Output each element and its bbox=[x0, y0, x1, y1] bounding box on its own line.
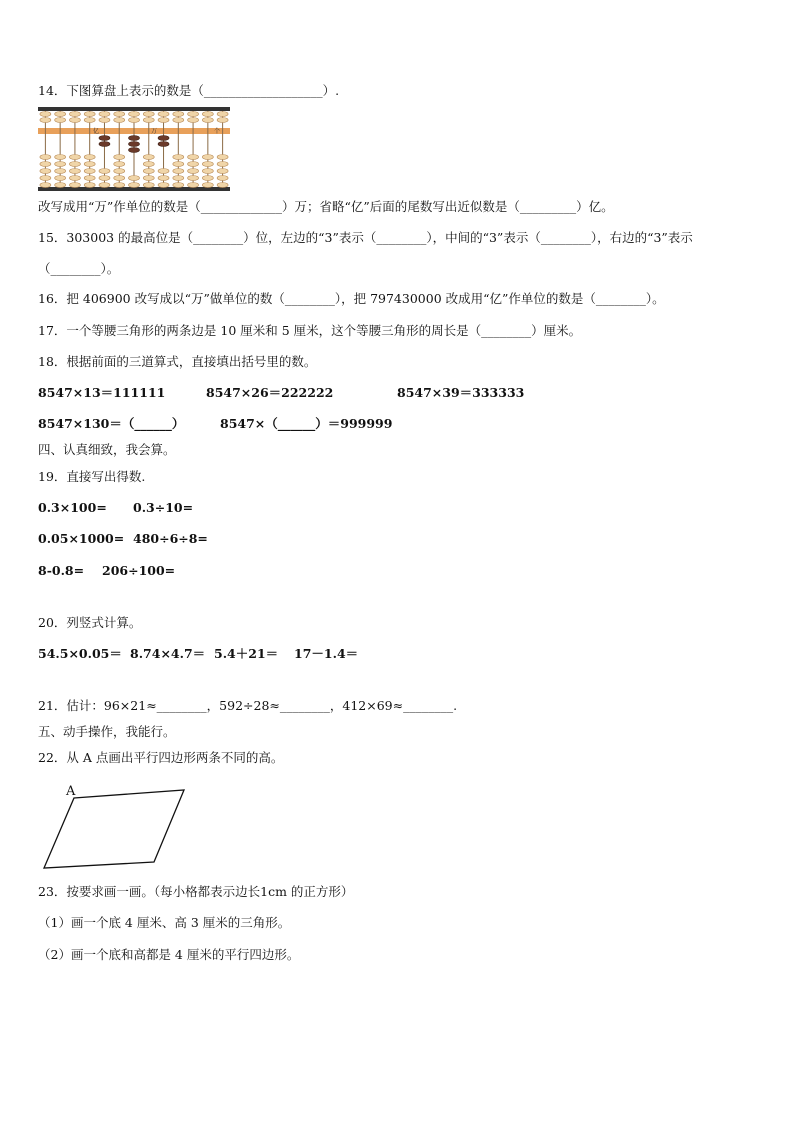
abacus-lower-bead bbox=[129, 176, 140, 181]
abacus-lower-bead bbox=[217, 162, 228, 167]
abacus-lower-bead bbox=[114, 162, 125, 167]
q19-text: 19．直接写出得数. bbox=[38, 469, 146, 484]
abacus-lower-bead bbox=[129, 142, 140, 147]
abacus-lower-bead bbox=[143, 162, 154, 167]
q18-eq3: 8547×39＝333333 bbox=[397, 385, 525, 400]
abacus-upper-bead bbox=[202, 112, 213, 117]
abacus-lower-bead bbox=[99, 169, 110, 174]
abacus-lower-bead bbox=[188, 162, 199, 167]
abacus-lower-bead bbox=[188, 155, 199, 160]
abacus-upper-bead bbox=[188, 118, 199, 123]
abacus-label-ge: 个 bbox=[214, 128, 221, 135]
abacus-upper-bead bbox=[55, 112, 66, 117]
q14-line2: 改写成用“万”作单位的数是（_____________）万；省略“亿”后面的尾数写出近似数是（_________）亿。 bbox=[38, 199, 614, 214]
q20-text: 20．列竖式计算。 bbox=[38, 615, 142, 630]
q20-e2: 8.74×4.7＝ bbox=[130, 646, 206, 661]
abacus-lower-bead bbox=[84, 169, 95, 174]
q23-text: 23．按要求画一画。（每小格都表示边长1cm 的正方形） bbox=[38, 884, 354, 899]
abacus-lower-bead bbox=[217, 155, 228, 160]
abacus-lower-bead bbox=[84, 162, 95, 167]
q23-sub2: （2）画一个底和高都是 4 厘米的平行四边形。 bbox=[38, 947, 300, 962]
abacus-upper-bead bbox=[69, 118, 80, 123]
abacus-lower-bead bbox=[99, 176, 110, 181]
point-a-label: A bbox=[66, 784, 76, 799]
abacus-lower-bead bbox=[114, 169, 125, 174]
section-4-heading: 四、认真细致，我会算。 bbox=[38, 442, 176, 457]
abacus-lower-bead bbox=[84, 183, 95, 188]
abacus-lower-bead bbox=[69, 162, 80, 167]
abacus-lower-bead bbox=[202, 162, 213, 167]
abacus-upper-bead bbox=[114, 118, 125, 123]
abacus-lower-bead bbox=[217, 183, 228, 188]
abacus-lower-bead bbox=[173, 155, 184, 160]
abacus-upper-bead bbox=[188, 112, 199, 117]
abacus-upper-bead bbox=[173, 112, 184, 117]
abacus-lower-bead bbox=[129, 136, 140, 141]
abacus-lower-bead bbox=[69, 183, 80, 188]
abacus-lower-bead bbox=[40, 155, 51, 160]
abacus-lower-bead bbox=[114, 155, 125, 160]
abacus-lower-bead bbox=[143, 169, 154, 174]
abacus-lower-bead bbox=[202, 176, 213, 181]
q18-text: 18．根据前面的三道算式，直接填出括号里的数。 bbox=[38, 354, 317, 369]
abacus-lower-bead bbox=[173, 169, 184, 174]
abacus-lower-bead bbox=[217, 169, 228, 174]
q18-eq5: 8547×（______）＝999999 bbox=[220, 416, 393, 431]
abacus-lower-bead bbox=[143, 183, 154, 188]
q18-eq4: 8547×130＝（______） bbox=[38, 416, 185, 431]
q19-r3b: 206÷100= bbox=[102, 563, 176, 578]
abacus-upper-bead bbox=[129, 112, 140, 117]
abacus-lower-bead bbox=[55, 169, 66, 174]
abacus-lower-bead bbox=[158, 176, 169, 181]
abacus-lower-bead bbox=[84, 155, 95, 160]
q16-text: 16．把 406900 改写成以“万”做单位的数（________），把 797430000 改成用“亿”作单位的数是（________）。 bbox=[38, 291, 665, 306]
abacus-label-yi: 亿 bbox=[93, 128, 100, 135]
q18-eq1: 8547×13＝111111 bbox=[38, 385, 166, 400]
abacus-upper-bead bbox=[99, 118, 110, 123]
abacus-upper-bead bbox=[84, 112, 95, 117]
abacus-upper-bead bbox=[217, 118, 228, 123]
abacus-lower-bead bbox=[55, 183, 66, 188]
q23-sub1: （1）画一个底 4 厘米、高 3 厘米的三角形。 bbox=[38, 915, 291, 930]
abacus-lower-bead bbox=[217, 176, 228, 181]
abacus-upper-bead bbox=[173, 118, 184, 123]
abacus-lower-bead bbox=[173, 183, 184, 188]
abacus-lower-bead bbox=[129, 148, 140, 153]
q19-r1a: 0.3×100= bbox=[38, 500, 107, 515]
q22-text: 22．从 A 点画出平行四边形两条不同的高。 bbox=[38, 750, 284, 765]
q18-eq2: 8547×26＝222222 bbox=[206, 385, 334, 400]
q15-line1: 15．303003 的最高位是（________）位，左边的“3”表示（________），中间的“3”表示（________），右边的“3”表示 bbox=[38, 230, 693, 245]
section-5-heading: 五、动手操作，我能行。 bbox=[38, 724, 176, 739]
abacus-lower-bead bbox=[69, 176, 80, 181]
abacus-lower-bead bbox=[114, 176, 125, 181]
abacus-lower-bead bbox=[202, 155, 213, 160]
abacus-lower-bead bbox=[202, 169, 213, 174]
q19-r3a: 8-0.8= bbox=[38, 563, 85, 578]
q20-e3: 5.4＋21＝ bbox=[214, 646, 279, 661]
abacus-upper-bead bbox=[84, 118, 95, 123]
abacus-figure bbox=[38, 107, 230, 191]
abacus-upper-bead bbox=[99, 112, 110, 117]
abacus-label-wan: 万 bbox=[151, 128, 158, 135]
abacus-upper-bead bbox=[217, 112, 228, 117]
abacus-lower-bead bbox=[114, 183, 125, 188]
q19-r2a: 0.05×1000= bbox=[38, 531, 125, 546]
abacus-lower-bead bbox=[40, 162, 51, 167]
abacus-lower-bead bbox=[143, 155, 154, 160]
abacus-lower-bead bbox=[40, 176, 51, 181]
abacus-upper-bead bbox=[129, 118, 140, 123]
abacus-lower-bead bbox=[129, 183, 140, 188]
abacus-lower-bead bbox=[40, 169, 51, 174]
q20-e1: 54.5×0.05＝ bbox=[38, 646, 122, 661]
q19-r2b: 480÷6÷8= bbox=[133, 531, 208, 546]
abacus-lower-bead bbox=[99, 142, 110, 147]
q19-r1b: 0.3÷10= bbox=[133, 500, 194, 515]
abacus-upper-bead bbox=[69, 112, 80, 117]
abacus-lower-bead bbox=[55, 176, 66, 181]
abacus-lower-bead bbox=[202, 183, 213, 188]
abacus-lower-bead bbox=[188, 169, 199, 174]
abacus-lower-bead bbox=[188, 176, 199, 181]
abacus-upper-bead bbox=[202, 118, 213, 123]
abacus-upper-bead bbox=[143, 118, 154, 123]
abacus-lower-bead bbox=[158, 183, 169, 188]
abacus-lower-bead bbox=[99, 136, 110, 141]
abacus-lower-bead bbox=[158, 142, 169, 147]
abacus-lower-bead bbox=[69, 169, 80, 174]
abacus-upper-bead bbox=[55, 118, 66, 123]
abacus-lower-bead bbox=[143, 176, 154, 181]
abacus-upper-bead bbox=[114, 112, 125, 117]
q17-text: 17．一个等腰三角形的两条边是 10 厘米和 5 厘米，这个等腰三角形的周长是（________）厘米。 bbox=[38, 323, 582, 338]
abacus-lower-bead bbox=[40, 183, 51, 188]
abacus-lower-bead bbox=[158, 136, 169, 141]
abacus-lower-bead bbox=[173, 162, 184, 167]
parallelogram-shape bbox=[44, 790, 184, 868]
abacus-frame-top bbox=[38, 107, 230, 111]
q15-line2: （________）。 bbox=[38, 261, 120, 276]
parallelogram-figure bbox=[40, 782, 190, 874]
q20-e4: 17－1.4＝ bbox=[294, 646, 359, 661]
abacus-lower-bead bbox=[188, 183, 199, 188]
abacus-lower-bead bbox=[99, 183, 110, 188]
abacus-upper-bead bbox=[158, 112, 169, 117]
abacus-upper-bead bbox=[143, 112, 154, 117]
abacus-upper-bead bbox=[40, 112, 51, 117]
abacus-upper-bead bbox=[158, 118, 169, 123]
q21-text: 21．估计：96×21≈________，592÷28≈________，412×69≈________. bbox=[38, 698, 458, 713]
abacus-lower-bead bbox=[158, 169, 169, 174]
abacus-lower-bead bbox=[173, 176, 184, 181]
abacus-lower-bead bbox=[55, 162, 66, 167]
abacus-upper-bead bbox=[40, 118, 51, 123]
abacus-lower-bead bbox=[55, 155, 66, 160]
q14-line1: 14．下图算盘上表示的数是（___________________）. bbox=[38, 83, 340, 98]
abacus-lower-bead bbox=[69, 155, 80, 160]
abacus-lower-bead bbox=[84, 176, 95, 181]
